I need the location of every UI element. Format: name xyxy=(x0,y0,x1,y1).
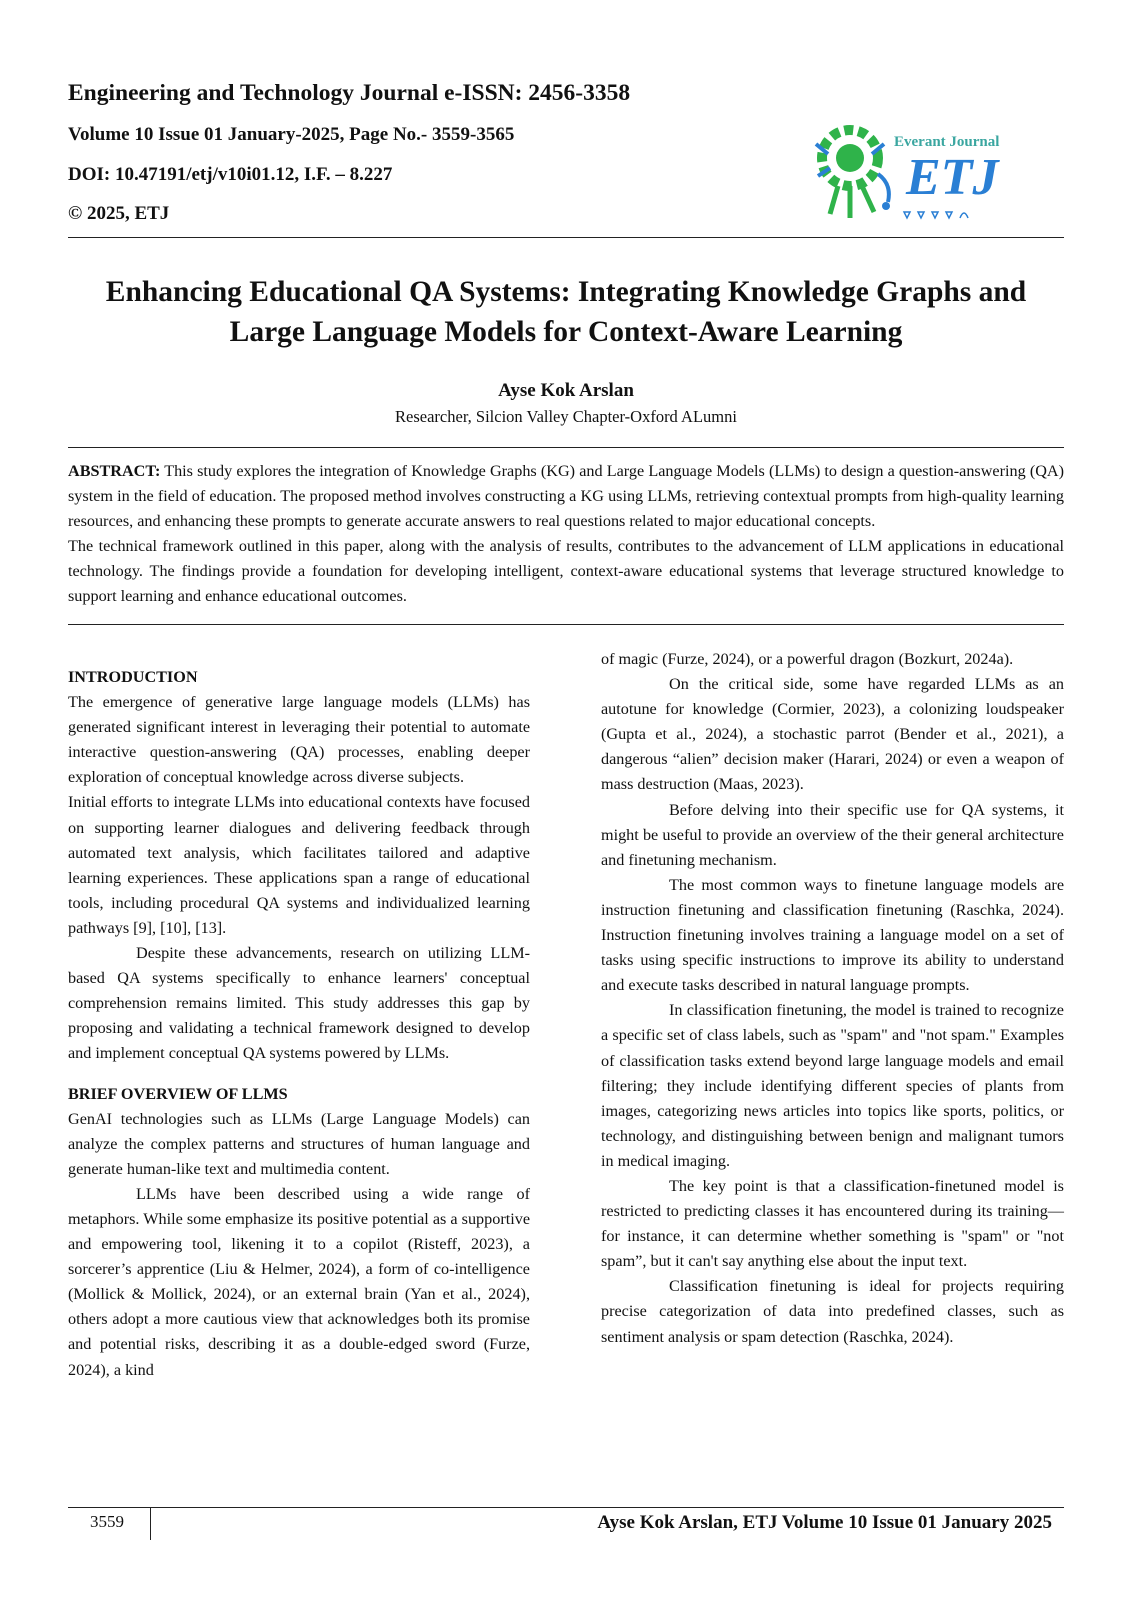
footer-divider xyxy=(150,1508,151,1540)
header-rule xyxy=(68,237,1064,238)
copyright-line: © 2025, ETJ xyxy=(68,203,170,224)
overview-paragraph-2: LLMs have been described using a wide range of metaphors. While some emphasize its positive potential as a supportive and empowering tool, likening it to a copilot (Risteff, 2023), a sorcerer’s apprentice (Liu & Helmer, 2024), a form of co-intelligence (Mollick & Mollick, 2024), or an external brain (Yan et al., 2024), others adopt a more cautious view that acknowledges both its promise and potential risks, describing it as a double-edged sword (Furze, 2024), a kind xyxy=(68,1184,530,1379)
abstract-label: ABSTRACT: xyxy=(68,462,161,480)
abstract-text-1: This study explores the integration of Knowledge Graphs (KG) and Large Language Models (LLMs) to design a question-answering (QA) system in the field of education. The proposed method involves constructing a KG using LLMs, retrieving contextual prompts from high-quality learning resources, and enhancing these prompts to generate accurate answers to real questions related to major educational concepts. xyxy=(68,462,1064,530)
abstract-paragraph-2: The technical framework outlined in this paper, along with the analysis of results, contributes to the advancement of LLM applications in educational technology. The findings provide a foundation for developing intelligent, context-aware educational systems that leverage structured knowledge to support learning and enhance educational outcomes. xyxy=(68,537,1064,605)
author-name: Ayse Kok Arslan xyxy=(498,380,634,401)
etj-logo xyxy=(808,114,1018,226)
abstract-paragraph-1 xyxy=(68,459,1064,534)
section-heading-introduction: INTRODUCTION xyxy=(68,668,198,686)
right-paragraph-5: In classification finetuning, the model is trained to recognize a specific set of class labels, such as "spam" and "not spam." Examples of classification tasks extend beyond large language models and email filtering; they include identifying different species of plants from images, categorizing news articles into topics like sports, politics, or technology, and distinguishing between benign and malignant tumors in medical imaging. xyxy=(601,1001,1064,1170)
logo-gear-graphic xyxy=(816,130,890,218)
right-paragraph-2: On the critical side, some have regarded LLMs as an autotune for knowledge (Cormier, 2023), a colonizing loudspeaker (Gupta et al., 2024), a stochastic parrot (Bender et al., 2021), a dangerous “alien” decision maker (Harari, 2024) or even a weapon of mass destruction (Maas, 2023). xyxy=(601,675,1064,794)
footer-citation: Ayse Kok Arslan, ETJ Volume 10 Issue 01 January 2025 xyxy=(597,1512,1052,1533)
author-affiliation: Researcher, Silcion Valley Chapter-Oxford ALumni xyxy=(395,407,737,426)
intro-paragraph-1: The emergence of generative large language models (LLMs) has generated significant interest in leveraging their potential to automate interactive question-answering (QA) processes, enabling deeper exploration of conceptual knowledge across diverse subjects. xyxy=(68,693,530,787)
right-paragraph-1: of magic (Furze, 2024), or a powerful dragon (Bozkurt, 2024a). xyxy=(601,650,1014,668)
page-number: 3559 xyxy=(90,1512,124,1531)
doi-line: DOI: 10.47191/etj/v10i01.12, I.F. – 8.227 xyxy=(68,164,393,185)
right-paragraph-4: The most common ways to finetune language models are instruction finetuning and classification finetuning (Raschka, 2024). Instruction finetuning involves training a language model on a set of tasks using specific instructions to improve its ability to understand and execute tasks described in natural language prompts. xyxy=(601,875,1064,995)
logo-abbrev: ETJ xyxy=(906,149,999,206)
abstract-bottom-rule xyxy=(68,624,1064,625)
section-heading-overview: BRIEF OVERVIEW OF LLMS xyxy=(68,1084,288,1103)
right-paragraph-6: The key point is that a classification-finetuned model is restricted to predicting classes it has encountered during its training—for instance, it can determine whether something is "spam" or "not spam”, but it can't say anything else about the input text. xyxy=(601,1176,1064,1271)
volume-line: Volume 10 Issue 01 January-2025, Page No.- 3559-3565 xyxy=(68,124,515,145)
overview-paragraph-1: GenAI technologies such as LLMs (Large Language Models) can analyze the complex patterns and structures of human language and generate human-like text and multimedia content. xyxy=(68,1109,530,1178)
logo-decoration xyxy=(904,212,968,218)
intro-paragraph-3: Despite these advancements, research on utilizing LLM-based QA systems specifically to enhance learners' conceptual comprehension remains limited. This study addresses this gap by proposing and validating a technical framework designed to develop and implement conceptual QA systems powered by LLMs. xyxy=(68,944,530,1063)
left-column xyxy=(68,665,530,1383)
logo-text: Everant Journal xyxy=(894,134,1000,150)
abstract-top-rule xyxy=(68,447,1064,448)
right-column xyxy=(601,647,1064,1350)
paper-title: Enhancing Educational QA Systems: Integrating Knowledge Graphs and Large Language Models for Context-Aware Learning xyxy=(105,276,1027,348)
right-paragraph-7: Classification finetuning is ideal for projects requiring precise categorization of data into predefined classes, such as sentiment analysis or spam detection (Raschka, 2024). xyxy=(601,1277,1064,1346)
footer-rule xyxy=(68,1507,1064,1508)
right-paragraph-3: Before delving into their specific use for QA systems, it might be useful to provide an overview of the their general architecture and finetuning mechanism. xyxy=(601,800,1064,869)
journal-name: Engineering and Technology Journal e-ISSN: 2456-3358 xyxy=(68,80,631,106)
abstract xyxy=(68,459,1064,609)
intro-paragraph-2: Initial efforts to integrate LLMs into educational contexts have focused on supporting learner dialogues and delivering feedback through automated text analysis, which facilitates tailored and adaptive learning experiences. These applications span a range of educational tools, including procedural QA systems and individualized learning pathways [9], [10], [13]. xyxy=(68,793,530,937)
